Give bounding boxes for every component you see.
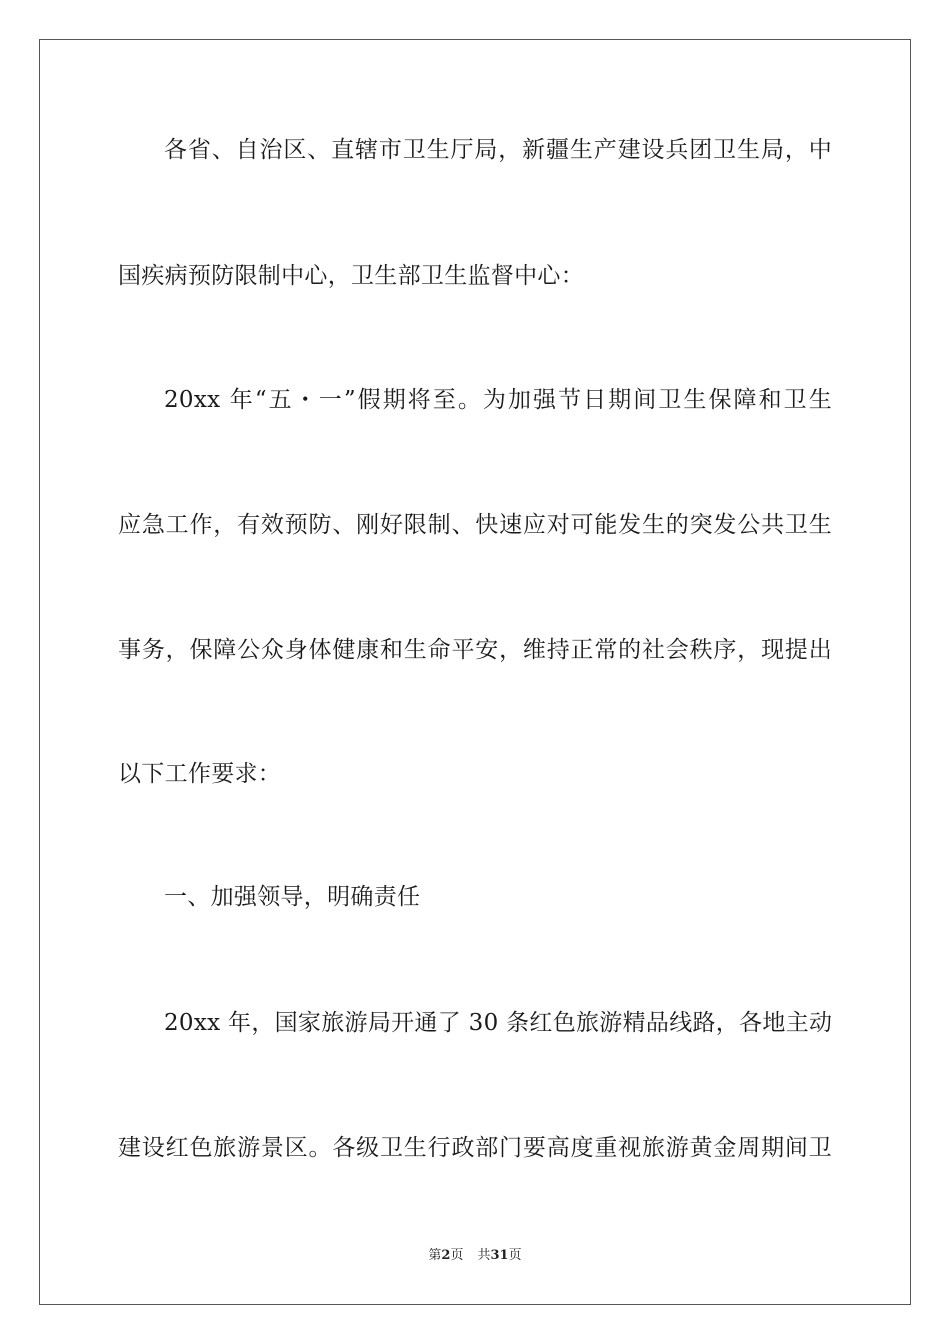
- page-suffix: 页: [450, 1248, 464, 1263]
- total-pages: 31: [490, 1248, 509, 1263]
- text-line: 20xx 年“五・一”假期将至。为加强节日期间卫生保障和卫生: [164, 387, 832, 413]
- text-line: 20xx 年，国家旅游局开通了 30 条红色旅游精品线路，各地主动: [164, 1010, 833, 1036]
- page-frame: [39, 39, 911, 1305]
- section-heading: 一、加强领导，明确责任: [164, 884, 421, 910]
- text-line: 建设红色旅游景区。各级卫生行政部门要高度重视旅游黄金周期间卫: [118, 1135, 832, 1161]
- total-prefix: 共: [477, 1248, 491, 1263]
- text-line: 各省、自治区、直辖市卫生厅局，新疆生产建设兵团卫生局，中: [164, 137, 832, 163]
- page-footer: [0, 1247, 950, 1265]
- text-line: 以下工作要求：: [118, 761, 282, 787]
- text-line: 事务，保障公众身体健康和生命平安，维持正常的社会秩序，现提出: [118, 637, 832, 663]
- page-prefix: 第: [428, 1248, 442, 1263]
- text-line: 应急工作，有效预防、刚好限制、快速应对可能发生的突发公共卫生: [118, 512, 832, 538]
- total-suffix: 页: [508, 1248, 522, 1263]
- text-line: 国疾病预防限制中心，卫生部卫生监督中心：: [118, 263, 584, 289]
- page-number: 2: [441, 1248, 451, 1263]
